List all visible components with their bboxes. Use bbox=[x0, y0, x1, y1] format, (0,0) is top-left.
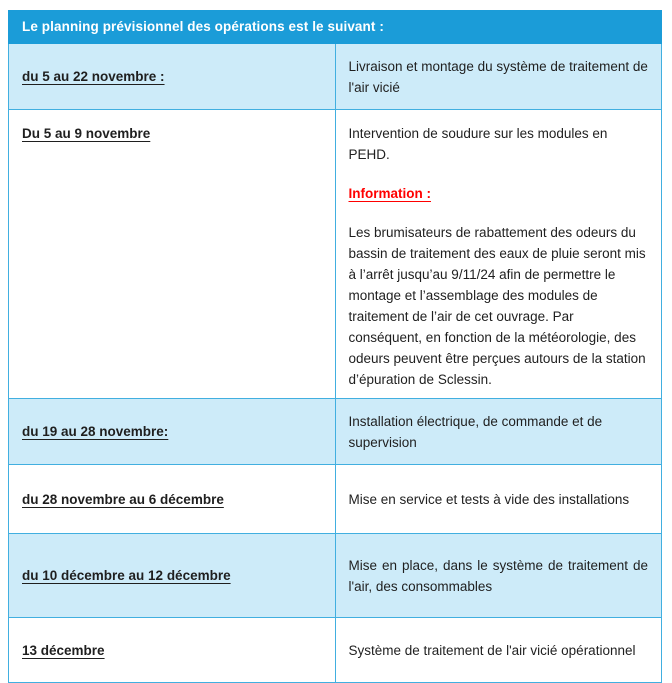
description-text: Livraison et montage du système de traitement de l'air vicié bbox=[348, 58, 648, 95]
description-cell bbox=[335, 110, 662, 399]
date-cell bbox=[9, 618, 336, 683]
date-text: du 19 au 28 novembre: bbox=[22, 424, 169, 439]
date-text: du 10 décembre au 12 décembre bbox=[22, 568, 231, 583]
description-text: Les brumisateurs de rabattement des odeurs du bassin de traitement des eaux de pluie seront mis à l’arrêt jusqu’au 9/11/24 afin de permettre le montage et l’assemblage des modules de traitement de l’air de cet ouvrage. Par conséquent, en fonction de la météorologie, des odeurs peuvent être perçues autours de la station d’épuration de Sclessin. bbox=[348, 225, 646, 387]
table-row bbox=[9, 44, 662, 110]
description-text: Installation électrique, de commande et de supervision bbox=[348, 413, 603, 450]
planning-table bbox=[8, 10, 662, 683]
table-body bbox=[9, 44, 662, 683]
description-cell bbox=[335, 618, 662, 683]
date-cell bbox=[9, 110, 336, 399]
description-text: Mise en service et tests à vide des installations bbox=[348, 491, 630, 507]
date-text: 13 décembre bbox=[22, 642, 105, 658]
description-text: Système de traitement de l'air vicié opérationnel bbox=[348, 642, 636, 658]
date-text: du 5 au 22 novembre : bbox=[22, 69, 165, 84]
description-cell bbox=[335, 465, 662, 534]
table-row bbox=[9, 465, 662, 534]
description-text: Intervention de soudure sur les modules en PEHD. bbox=[348, 126, 608, 162]
description-cell bbox=[335, 44, 662, 110]
date-cell bbox=[9, 465, 336, 534]
table-row bbox=[9, 110, 662, 399]
table-title: Le planning prévisionnel des opérations est le suivant : bbox=[9, 11, 662, 44]
table-row bbox=[9, 399, 662, 465]
table-header-row bbox=[9, 11, 662, 44]
date-cell bbox=[9, 399, 336, 465]
description-cell bbox=[335, 534, 662, 618]
table-row bbox=[9, 618, 662, 683]
table-row bbox=[9, 534, 662, 618]
date-cell bbox=[9, 44, 336, 110]
date-text: Du 5 au 9 novembre bbox=[22, 126, 151, 141]
description-text: Mise en place, dans le système de traitement de l'air, des consommables bbox=[348, 557, 648, 594]
information-label: Information : bbox=[348, 186, 431, 201]
date-text: du 28 novembre au 6 décembre bbox=[22, 491, 224, 507]
description-cell bbox=[335, 399, 662, 465]
date-cell bbox=[9, 534, 336, 618]
